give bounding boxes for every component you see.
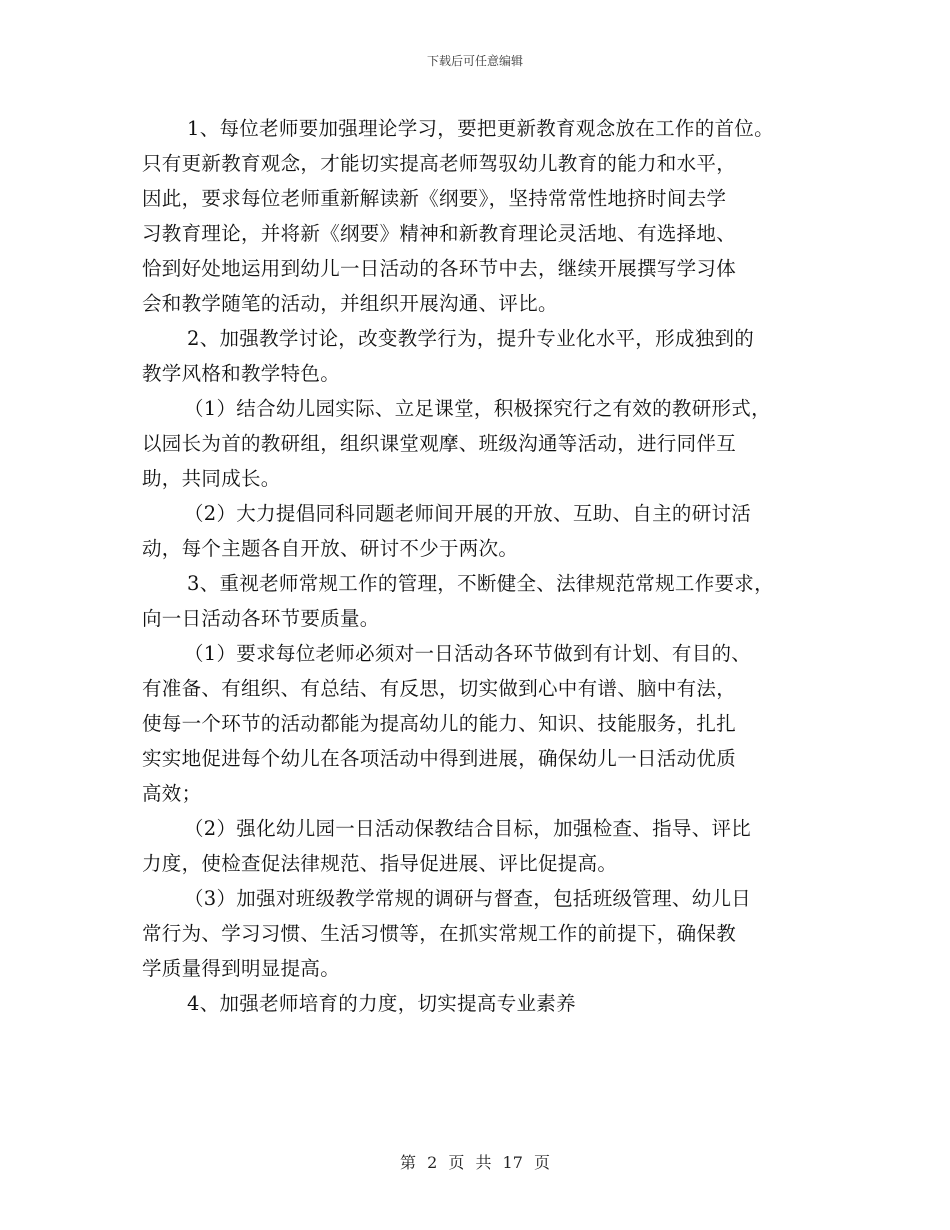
paragraph-line: （2）强化幼儿园一日活动保教结合目标，加强检查、指导、评比 xyxy=(184,817,752,840)
paragraph-line: 学质量得到明显提高。 xyxy=(142,957,341,980)
page-number-footer: 第 2 页 共 17 页 xyxy=(400,1153,550,1172)
paragraph-line: 力度，使检查促法律规范、指导促进展、评比促提高。 xyxy=(142,852,618,875)
paragraph-line: 2、加强教学讨论，改变教学行为，提升专业化水平，形成独到的 xyxy=(187,327,755,350)
paragraph-line: 动，每个主题各自开放、研讨不少于两次。 xyxy=(142,537,519,560)
paragraph-line: 会和教学随笔的活动，并组织开展沟通、评比。 xyxy=(142,292,558,315)
paragraph-line: （1）要求每位老师必须对一日活动各环节做到有计划、有目的、 xyxy=(184,642,752,665)
paragraph-line: 使每一个环节的活动都能为提高幼儿的能力、知识、技能服务，扎扎 xyxy=(142,712,737,735)
paragraph-line: 教学风格和教学特色。 xyxy=(142,362,341,385)
paragraph-line: 以园长为首的教研组，组织课堂观摩、班级沟通等活动，进行同伴互 xyxy=(142,432,737,455)
paragraph-line: 只有更新教育观念，才能切实提高老师驾驭幼儿教育的能力和水平， xyxy=(142,152,737,175)
page-header: 下载后可任意编辑 xyxy=(426,54,523,68)
paragraph-line: 向一日活动各环节要质量。 xyxy=(142,607,380,630)
paragraph-line: 4、加强老师培育的力度，切实提高专业素养 xyxy=(187,992,576,1015)
paragraph-line: 3、重视老师常规工作的管理，不断健全、法律规范常规工作要求， xyxy=(187,572,774,595)
paragraph-line: 1、每位老师要加强理论学习，要把更新教育观念放在工作的首位。 xyxy=(187,117,774,140)
paragraph-line: 习教育理论，并将新《纲要》精神和新教育理论灵活地、有选择地、 xyxy=(142,222,737,245)
paragraph-line: （3）加强对班级教学常规的调研与督查，包括班级管理、幼儿日 xyxy=(184,887,752,910)
paragraph-line: 高效； xyxy=(142,782,202,805)
paragraph-line: 助，共同成长。 xyxy=(142,467,281,490)
paragraph-line: 因此，要求每位老师重新解读新《纲要》，坚持常常性地挤时间去学 xyxy=(142,187,727,210)
document-body xyxy=(142,111,822,1021)
paragraph-line: （1）结合幼儿园实际、立足课堂，积极探究行之有效的教研形式， xyxy=(184,397,771,420)
paragraph-line: 有准备、有组织、有总结、有反思，切实做到心中有谱、脑中有法， xyxy=(142,677,737,700)
paragraph-line: 恰到好处地运用到幼儿一日活动的各环节中去，继续开展撰写学习体 xyxy=(142,257,737,280)
paragraph-line: （2）大力提倡同科同题老师间开展的开放、互助、自主的研讨活 xyxy=(184,502,752,525)
paragraph-line: 实实地促进每个幼儿在各项活动中得到进展，确保幼儿一日活动优质 xyxy=(142,747,737,770)
paragraph-line: 常行为、学习习惯、生活习惯等，在抓实常规工作的前提下，确保教 xyxy=(142,922,737,945)
